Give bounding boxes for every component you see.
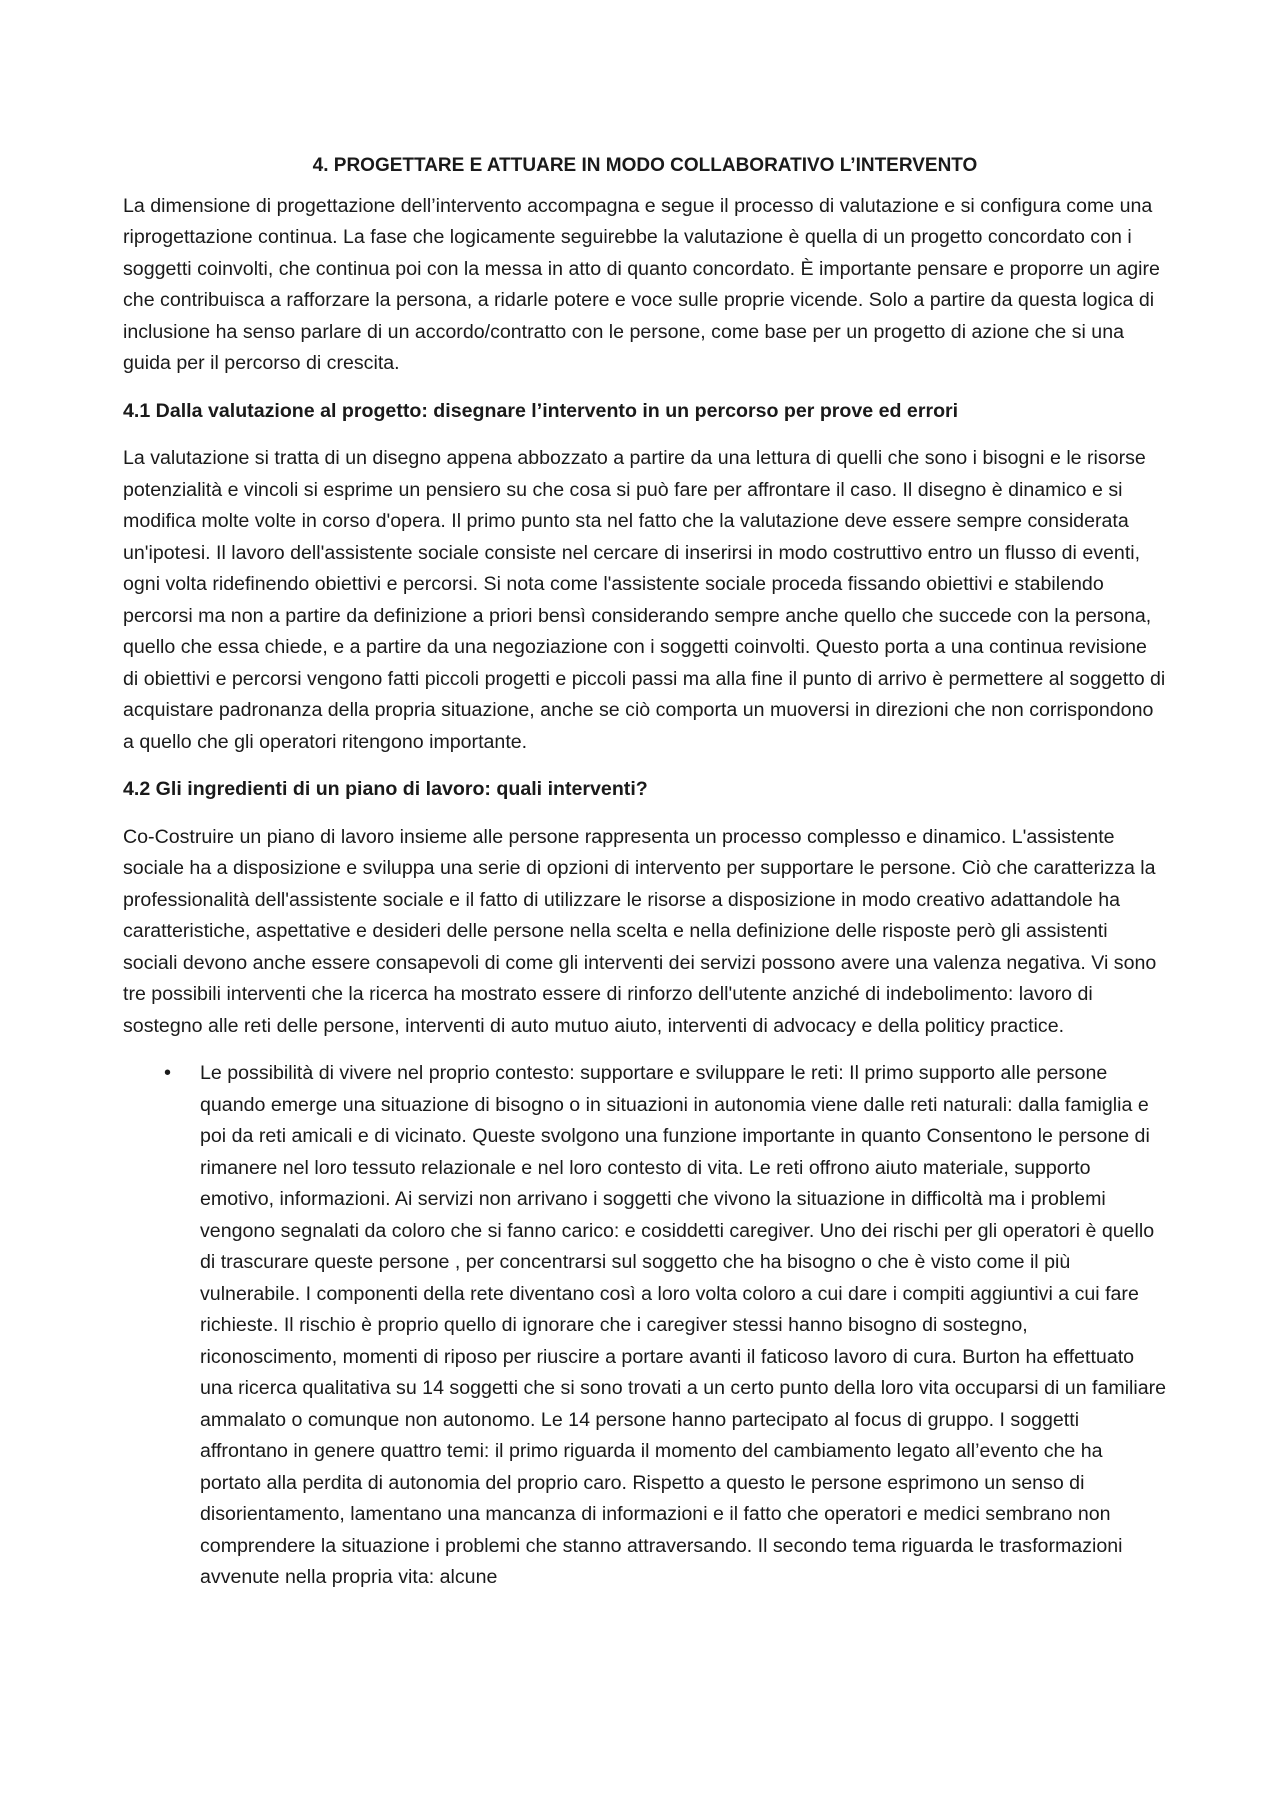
list-item <box>123 1058 1167 1594</box>
bullet-list <box>123 1058 1167 1594</box>
document-page <box>123 150 1167 1594</box>
section-4-2-heading: 4.2 Gli ingredienti di un piano di lavoro: quali interventi? <box>123 778 648 800</box>
section-4-1-paragraph: La valutazione si tratta di un disegno appena abbozzato a partire da una lettura di quelli che sono i bisogni e le risorse potenzialità e vincoli si esprime un pensiero su che cosa si può fare per affrontare il caso. Il disegno è dinamico e si modifica molte volte in corso d'opera. Il primo punto sta nel fatto che la valutazione deve essere sempre considerata un'ipotesi. Il lavoro dell'assistente sociale consiste nel cercare di inserirsi in modo costruttivo entro un flusso di eventi, ogni volta ridefinendo obiettivi e percorsi. Si nota come l'assistente sociale proceda fissando obiettivi e stabilendo percorsi ma non a partire da definizione a priori bensì considerando sempre anche quello che succede con la persona, quello che essa chiede, e a partire da una negoziazione con i soggetti coinvolti. Questo porta a una continua revisione di obiettivi e percorsi vengono fatti piccoli progetti e piccoli passi ma alla fine il punto di arrivo è permettere al soggetto di acquistare padronanza della propria situazione, anche se ciò comporta un muoversi in direzioni che non corrispondono a quello che gli operatori ritengono importante. <box>123 447 1166 753</box>
section-4-2-paragraph: Co-Costruire un piano di lavoro insieme alle persone rappresenta un processo complesso e dinamico. L'assistente sociale ha a disposizione e sviluppa una serie di opzioni di intervento per supportare le persone. Ciò che caratterizza la professionalità dell'assistente sociale e il fatto di utilizzare le risorse a disposizione in modo creativo adattandole ha caratteristiche, aspettative e desideri delle persone nella scelta e nella definizione delle risposte però gli assistenti sociali devono anche essere consapevoli di come gli interventi dei servizi possono avere una valenza negativa. Vi sono tre possibili interventi che la ricerca ha mostrato essere di rinforzo dell'utente anziché di indebolimento: lavoro di sostegno alle reti delle persone, interventi di auto mutuo aiuto, interventi di advocacy e della politicy practice. <box>123 825 1157 1037</box>
bullet-icon: • <box>164 1062 172 1084</box>
list-item-text: Le possibilità di vivere nel proprio contesto: supportare e sviluppare le reti: Il primo supporto alle persone quando emerge una situazione di bisogno o in situazioni in autonomia viene dalle reti naturali: dalla famiglia e poi da reti amicali e di vicinato. Queste svolgono una funzione importante in quanto Consentono le persone di rimanere nel loro tessuto relazionale e nel loro contesto di vita. Le reti offrono aiuto materiale, supporto emotivo, informazioni. Ai servizi non arrivano i soggetti che vivono la situazione in difficoltà ma i problemi vengono segnalati da coloro che si fanno carico: e cosiddetti caregiver. Uno dei rischi per gli operatori è quello di trascurare queste persone , per concentrarsi sul soggetto che ha bisogno o che è visto come il più vulnerabile. I componenti della rete diventano così a loro volta coloro a cui dare i compiti aggiuntivi a cui fare richieste. Il rischio è proprio quello di ignorare che i caregiver stessi hanno bisogno di sostegno, riconoscimento, momenti di riposo per riuscire a portare avanti il faticoso lavoro di cura. Burton ha effettuato una ricerca qualitativa su 14 soggetti che si sono trovati a un certo punto della loro vita occuparsi di un familiare ammalato o comunque non autonomo. Le 14 persone hanno partecipato al focus di gruppo. I soggetti affrontano in genere quattro temi: il primo riguarda il momento del cambiamento legato all’evento che ha portato alla perdita di autonomia del proprio caro. Rispetto a questo le persone esprimono un senso di disorientamento, lamentano una mancanza di informazioni e il fatto che operatori e medici sembrano non comprendere la situazione i problemi che stanno attraversando. Il secondo tema riguarda le trasformazioni avvenute nella propria vita: alcune <box>200 1062 1167 1588</box>
document-title: 4. PROGETTARE E ATTUARE IN MODO COLLABORATIVO L’INTERVENTO <box>312 155 978 176</box>
section-4-1-heading: 4.1 Dalla valutazione al progetto: disegnare l’intervento in un percorso per prove ed errori <box>123 399 959 422</box>
intro-paragraph: La dimensione di progettazione dell’intervento accompagna e segue il processo di valutazione e si configura come una riprogettazione continua. La fase che logicamente seguirebbe la valutazione è quella di un progetto concordato con i soggetti coinvolti, che continua poi con la messa in atto di quanto concordato. È importante pensare e proporre un agire che contribuisca a rafforzare la persona, a ridarle potere e voce sulle proprie vicende. Solo a partire da questa logica di inclusione ha senso parlare di un accordo/contratto con le persone, come base per un progetto di azione che si una guida per il percorso di crescita. <box>123 194 1160 374</box>
